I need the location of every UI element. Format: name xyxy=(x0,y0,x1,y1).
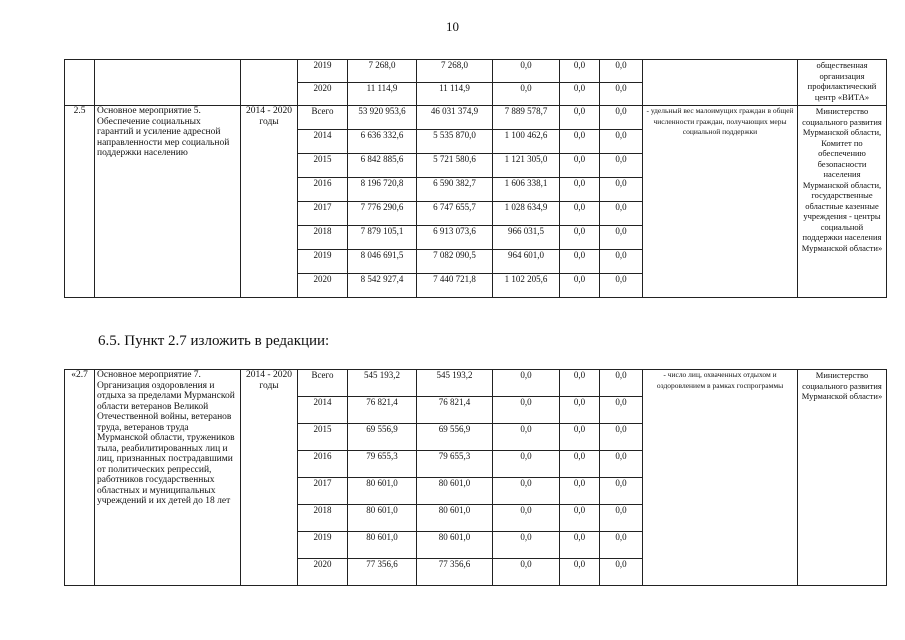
local-budget-cell: 0,0 xyxy=(560,202,600,226)
year-cell: 2016 xyxy=(298,178,348,202)
regional-budget-cell: 545 193,2 xyxy=(417,370,493,397)
regional-budget-cell: 5 535 870,0 xyxy=(417,130,493,154)
local-budget-cell: 0,0 xyxy=(560,451,600,478)
item-number-cell: 2.5 xyxy=(65,106,95,298)
program-table-item-2-7 xyxy=(64,369,887,586)
total-cell: 80 601,0 xyxy=(348,532,417,559)
other-sources-cell: 0,0 xyxy=(600,559,643,586)
other-sources-cell: 0,0 xyxy=(600,60,643,83)
year-cell: 2015 xyxy=(298,424,348,451)
local-budget-cell: 0,0 xyxy=(560,274,600,298)
other-sources-cell: 0,0 xyxy=(600,226,643,250)
other-sources-cell: 0,0 xyxy=(600,478,643,505)
indicator-cell: - удельный вес малоимущих граждан в общей численности граждан, получающих меры социальной поддержки xyxy=(643,106,798,298)
other-sources-cell: 0,0 xyxy=(600,532,643,559)
other-sources-cell: 0,0 xyxy=(600,274,643,298)
year-cell: 2014 xyxy=(298,130,348,154)
year-cell: 2019 xyxy=(298,532,348,559)
regional-budget-cell: 7 268,0 xyxy=(417,60,493,83)
year-cell: 2016 xyxy=(298,451,348,478)
federal-budget-cell: 0,0 xyxy=(493,370,560,397)
program-table-continuation xyxy=(64,59,887,298)
item-period-cell: 2014 - 2020 годы xyxy=(241,106,298,298)
other-sources-cell: 0,0 xyxy=(600,130,643,154)
total-cell: 8 046 691,5 xyxy=(348,250,417,274)
year-cell: 2019 xyxy=(298,250,348,274)
local-budget-cell: 0,0 xyxy=(560,478,600,505)
federal-budget-cell: 1 102 205,6 xyxy=(493,274,560,298)
total-cell: 77 356,6 xyxy=(348,559,417,586)
item-number-cell xyxy=(65,60,95,106)
regional-budget-cell: 7 440 721,8 xyxy=(417,274,493,298)
local-budget-cell: 0,0 xyxy=(560,370,600,397)
indicator-cell xyxy=(643,60,798,106)
regional-budget-cell: 11 114,9 xyxy=(417,83,493,106)
total-cell: 80 601,0 xyxy=(348,505,417,532)
item-period-cell: 2014 - 2020 годы xyxy=(241,370,298,586)
table-row xyxy=(65,370,887,397)
federal-budget-cell: 1 606 338,1 xyxy=(493,178,560,202)
total-cell: 545 193,2 xyxy=(348,370,417,397)
federal-budget-cell: 0,0 xyxy=(493,83,560,106)
other-sources-cell: 0,0 xyxy=(600,83,643,106)
regional-budget-cell: 79 655,3 xyxy=(417,451,493,478)
federal-budget-cell: 1 100 462,6 xyxy=(493,130,560,154)
item-name-cell: Основное мероприятие 5. Обеспечение социальных гарантий и усиление адресной направленности мер социальной поддержки населению xyxy=(95,106,241,298)
regional-budget-cell: 69 556,9 xyxy=(417,424,493,451)
other-sources-cell: 0,0 xyxy=(600,505,643,532)
local-budget-cell: 0,0 xyxy=(560,505,600,532)
year-cell: Всего xyxy=(298,106,348,130)
regional-budget-cell: 80 601,0 xyxy=(417,532,493,559)
other-sources-cell: 0,0 xyxy=(600,370,643,397)
year-cell: 2018 xyxy=(298,226,348,250)
other-sources-cell: 0,0 xyxy=(600,451,643,478)
local-budget-cell: 0,0 xyxy=(560,250,600,274)
total-cell: 7 776 290,6 xyxy=(348,202,417,226)
year-cell: Всего xyxy=(298,370,348,397)
other-sources-cell: 0,0 xyxy=(600,424,643,451)
executor-cell: Министерство социального развития Мурманской области, Комитет по обеспечению безопасности населения Мурманской области, государственные областные казенные учреждения - центры социальной поддержки населения Мурманской области» xyxy=(798,106,887,298)
table-row xyxy=(65,106,887,130)
total-cell: 6 636 332,6 xyxy=(348,130,417,154)
federal-budget-cell: 0,0 xyxy=(493,505,560,532)
local-budget-cell: 0,0 xyxy=(560,559,600,586)
year-cell: 2014 xyxy=(298,397,348,424)
other-sources-cell: 0,0 xyxy=(600,154,643,178)
regional-budget-cell: 46 031 374,9 xyxy=(417,106,493,130)
federal-budget-cell: 964 601,0 xyxy=(493,250,560,274)
regional-budget-cell: 77 356,6 xyxy=(417,559,493,586)
total-cell: 79 655,3 xyxy=(348,451,417,478)
local-budget-cell: 0,0 xyxy=(560,397,600,424)
year-cell: 2015 xyxy=(298,154,348,178)
federal-budget-cell: 1 028 634,9 xyxy=(493,202,560,226)
federal-budget-cell: 0,0 xyxy=(493,60,560,83)
other-sources-cell: 0,0 xyxy=(600,106,643,130)
total-cell: 11 114,9 xyxy=(348,83,417,106)
year-cell: 2017 xyxy=(298,202,348,226)
regional-budget-cell: 80 601,0 xyxy=(417,505,493,532)
local-budget-cell: 0,0 xyxy=(560,226,600,250)
executor-cell: Министерство социального развития Мурманской области» xyxy=(798,370,887,586)
other-sources-cell: 0,0 xyxy=(600,178,643,202)
federal-budget-cell: 1 121 305,0 xyxy=(493,154,560,178)
year-cell: 2020 xyxy=(298,83,348,106)
year-cell: 2020 xyxy=(298,274,348,298)
regional-budget-cell: 5 721 580,6 xyxy=(417,154,493,178)
year-cell: 2020 xyxy=(298,559,348,586)
federal-budget-cell: 0,0 xyxy=(493,451,560,478)
executor-cell: общественная организация профилактический центр «ВИТА» xyxy=(798,60,887,106)
item-name-cell xyxy=(95,60,241,106)
total-cell: 69 556,9 xyxy=(348,424,417,451)
regional-budget-cell: 7 082 090,5 xyxy=(417,250,493,274)
amendment-heading: 6.5. Пункт 2.7 изложить в редакции: xyxy=(98,333,330,349)
other-sources-cell: 0,0 xyxy=(600,202,643,226)
federal-budget-cell: 0,0 xyxy=(493,397,560,424)
other-sources-cell: 0,0 xyxy=(600,397,643,424)
year-cell: 2017 xyxy=(298,478,348,505)
local-budget-cell: 0,0 xyxy=(560,532,600,559)
regional-budget-cell: 6 590 382,7 xyxy=(417,178,493,202)
local-budget-cell: 0,0 xyxy=(560,154,600,178)
federal-budget-cell: 7 889 578,7 xyxy=(493,106,560,130)
total-cell: 76 821,4 xyxy=(348,397,417,424)
total-cell: 80 601,0 xyxy=(348,478,417,505)
federal-budget-cell: 0,0 xyxy=(493,424,560,451)
regional-budget-cell: 76 821,4 xyxy=(417,397,493,424)
local-budget-cell: 0,0 xyxy=(560,106,600,130)
total-cell: 53 920 953,6 xyxy=(348,106,417,130)
federal-budget-cell: 0,0 xyxy=(493,478,560,505)
local-budget-cell: 0,0 xyxy=(560,83,600,106)
indicator-cell: - число лиц, охваченных отдыхом и оздоровлением в рамках госпрограммы xyxy=(643,370,798,586)
regional-budget-cell: 6 747 655,7 xyxy=(417,202,493,226)
federal-budget-cell: 0,0 xyxy=(493,532,560,559)
total-cell: 8 542 927,4 xyxy=(348,274,417,298)
federal-budget-cell: 0,0 xyxy=(493,559,560,586)
item-number-cell: «2.7 xyxy=(65,370,95,586)
year-cell: 2018 xyxy=(298,505,348,532)
total-cell: 6 842 885,6 xyxy=(348,154,417,178)
local-budget-cell: 0,0 xyxy=(560,130,600,154)
local-budget-cell: 0,0 xyxy=(560,424,600,451)
item-name-cell: Основное мероприятие 7. Организация оздоровления и отдыха за пределами Мурманской области ветеранов Великой Отечественной войны, ветеранов труда, ветеранов труда Мурманской области, тружеников тыла, реабилитированных лиц и лиц, признанных пострадавшими от политических репрессий, работников государственных областных и муниципальных учреждений и их детей до 18 лет xyxy=(95,370,241,586)
total-cell: 7 879 105,1 xyxy=(348,226,417,250)
year-cell: 2019 xyxy=(298,60,348,83)
federal-budget-cell: 966 031,5 xyxy=(493,226,560,250)
other-sources-cell: 0,0 xyxy=(600,250,643,274)
local-budget-cell: 0,0 xyxy=(560,60,600,83)
total-cell: 8 196 720,8 xyxy=(348,178,417,202)
item-period-cell xyxy=(241,60,298,106)
regional-budget-cell: 80 601,0 xyxy=(417,478,493,505)
local-budget-cell: 0,0 xyxy=(560,178,600,202)
table-row xyxy=(65,60,887,83)
page-number: 10 xyxy=(446,19,459,34)
total-cell: 7 268,0 xyxy=(348,60,417,83)
regional-budget-cell: 6 913 073,6 xyxy=(417,226,493,250)
